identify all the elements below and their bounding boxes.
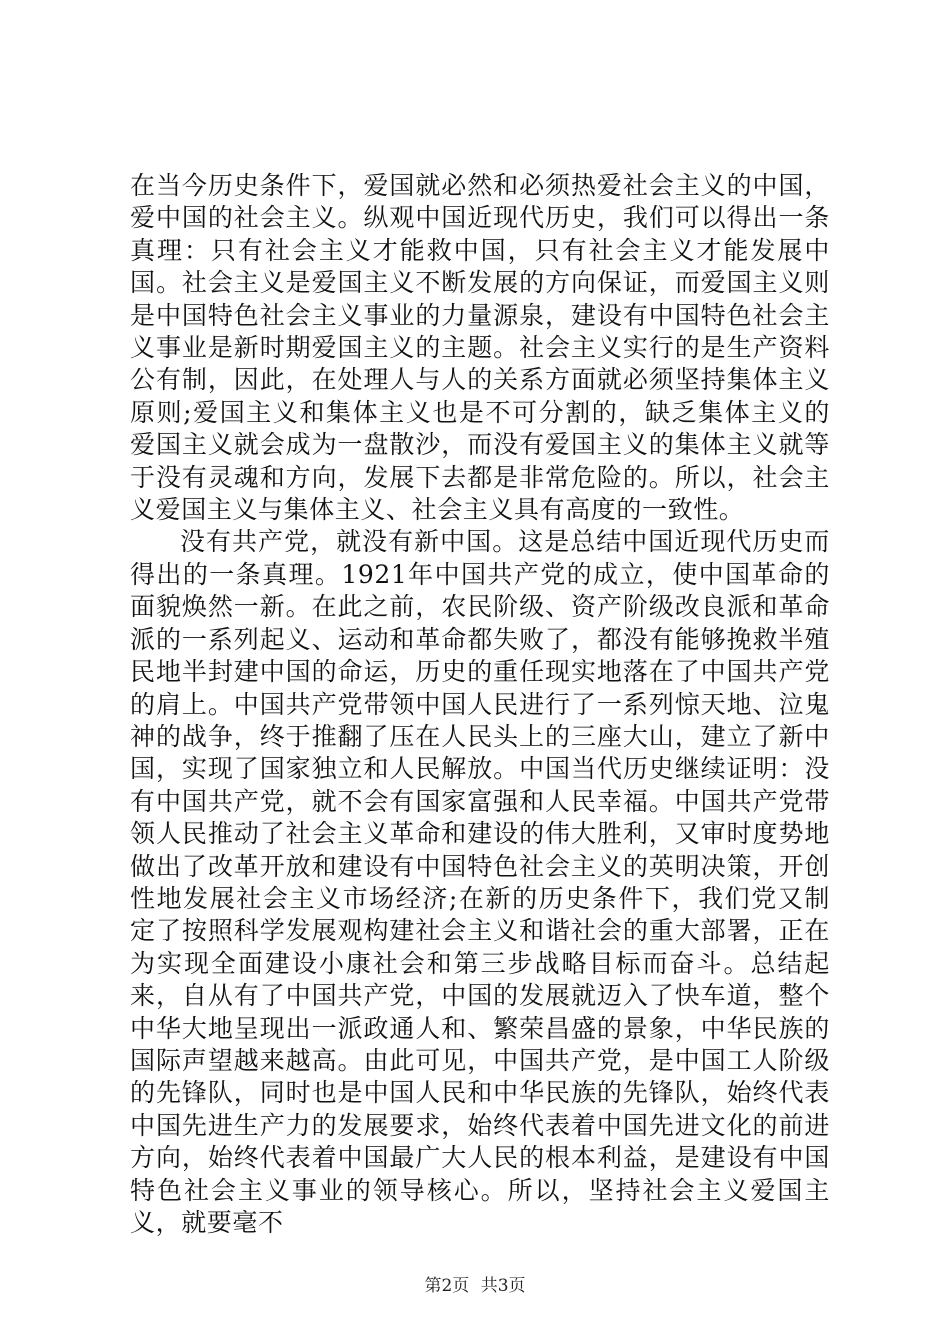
page-footer [0,1271,950,1296]
page-number: 第2页 [424,1276,470,1296]
page-total: 共3页 [480,1276,526,1296]
document-body [130,170,830,1239]
paragraph-2: 没有共产党，就没有新中国。这是总结中国近现代历史而得出的一条真理。1921年中国共产党的成立，使中国革命的面貌焕然一新。在此之前，农民阶级、资产阶级改良派和革命派的一系列起义、运动和革命都失败了，都没有能够挽救半殖民地半封建中国的命运，历史的重任现实地落在了中国共产党的肩上。中国共产党带领中国人民进行了一系列惊天地、泣鬼神的战争，终于推翻了压在人民头上的三座大山，建立了新中国，实现了国家独立和人民解放。中国当代历史继续证明：没有中国共产党，就不会有国家富强和人民幸福。中国共产党带领人民推动了社会主义革命和建设的伟大胜利，又审时度势地做出了改革开放和建设有中国特色社会主义的英明决策，开创性地发展社会主义市场经济;在新的历史条件下，我们党又制定了按照科学发展观构建社会主义和谐社会的重大部署，正在为实现全面建设小康社会和第三步战略目标而奋斗。总结起来，自从有了中国共产党，中国的发展就迈入了快车道，整个中华大地呈现出一派政通人和、繁荣昌盛的景象，中华民族的国际声望越来越高。由此可见，中国共产党，是中国工人阶级的先锋队，同时也是中国人民和中华民族的先锋队，始终代表中国先进生产力的发展要求，始终代表着中国先进文化的前进方向，始终代表着中国最广大人民的根本利益，是建设有中国特色社会主义事业的领导核心。所以，坚持社会主义爱国主义，就要毫不 [130,527,830,1237]
paragraph-1: 在当今历史条件下，爱国就必然和必须热爱社会主义的中国，爱中国的社会主义。纵观中国近现代历史，我们可以得出一条真理：只有社会主义才能救中国，只有社会主义才能发展中国。社会主义是爱国主义不断发展的方向保证，而爱国主义则是中国特色社会主义事业的力量源泉，建设有中国特色社会主义事业是新时期爱国主义的主题。社会主义实行的是生产资料公有制，因此，在处理人与人的关系方面就必须坚持集体主义原则;爱国主义和集体主义也是不可分割的，缺乏集体主义的爱国主义就会成为一盘散沙，而没有爱国主义的集体主义就等于没有灵魂和方向，发展下去都是非常危险的。所以，社会主义爱国主义与集体主义、社会主义具有高度的一致性。 [130,171,830,525]
